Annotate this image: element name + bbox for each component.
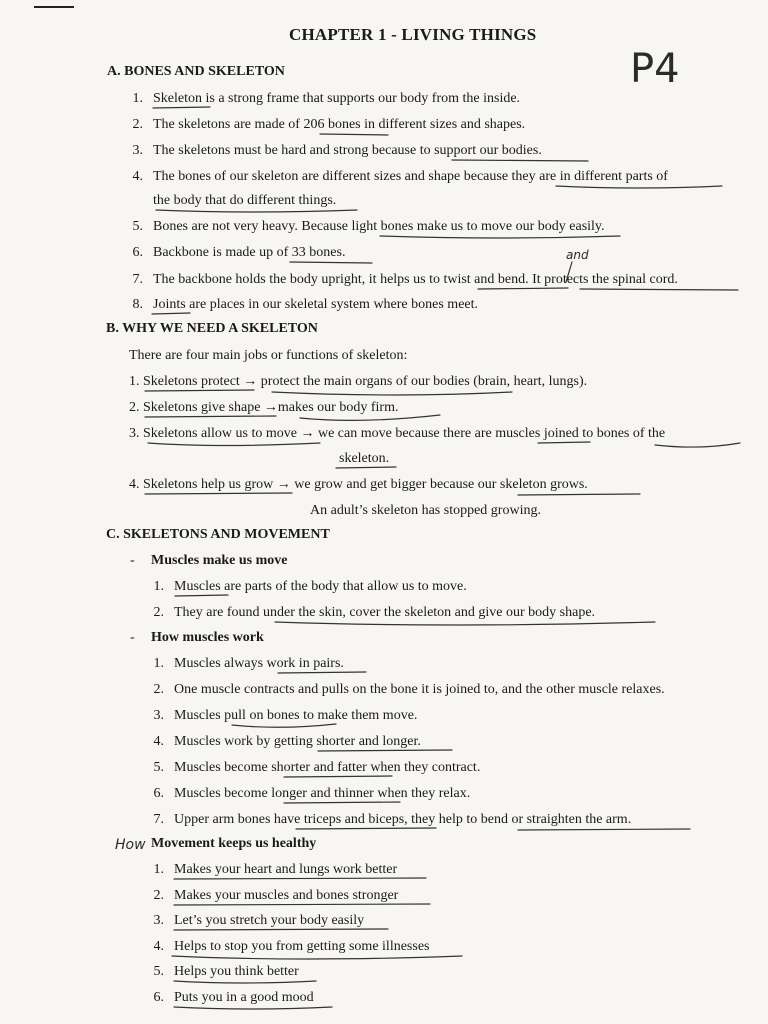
list-item-continuation: the body that do different things. [153,193,337,208]
list-item: 1. Muscles always work in pairs. [153,656,344,671]
underline [275,622,655,625]
section-b-heading: B. WHY WE NEED A SKELETON [106,321,318,336]
underline [284,802,400,803]
underline [156,210,357,212]
list-item: 4. Helps to stop you from getting some illnesses [153,939,430,954]
dash-bullet: - [130,630,135,645]
note-line: An adult’s skeleton has stopped growing. [310,503,541,518]
list-item: 5. Helps you think better [153,964,299,979]
underline [452,160,588,161]
handwritten-and: and [566,248,589,262]
underline [175,595,228,596]
list-item: 3. Let’s you stretch your body easily [153,913,365,928]
list-item: 7. Upper arm bones have triceps and biceps, they help to bend or straighten the arm. [153,812,632,827]
underline [380,236,620,238]
underline [318,750,452,751]
underline [174,981,316,983]
list-item: 3. Muscles pull on bones to make them move. [153,708,418,723]
underline [538,442,590,443]
underline [174,929,388,930]
list-item: 2. One muscle contracts and pulls on the bone it is joined to, and the other muscle relaxes. [153,682,665,697]
underline [172,956,462,959]
list-item: 2. They are found under the skin, cover the skeleton and give our body shape. [153,605,596,620]
underline [580,289,738,290]
list-item: 4. The bones of our skeleton are different sizes and shape because they are in different parts of [132,169,668,184]
underline [152,313,190,314]
underline [655,443,740,447]
underline [518,494,640,495]
subheading-muscles-move: Muscles make us move [151,553,288,568]
list-item: 7. The backbone holds the body upright, it helps us to twist and bend. It protects the spinal cord. [132,272,678,287]
underline [145,416,276,417]
underline [153,107,210,108]
list-item: 5. Bones are not very heavy. Because light bones make us to move our body easily. [132,219,605,234]
list-item: 1. Muscles are parts of the body that allow us to move. [153,579,467,594]
subheading-movement-healthy: Movement keeps us healthy [151,836,317,851]
underline [336,467,396,468]
underline [284,776,392,777]
underline [148,443,320,446]
underline [174,904,430,905]
underline [556,186,722,188]
section-c-heading: C. SKELETONS AND MOVEMENT [106,527,330,542]
list-item: 3. The skeletons must be hard and strong because to support our bodies. [132,143,542,158]
underline [232,724,336,727]
list-item: 6. Muscles become longer and thinner when they relax. [153,786,471,801]
list-item: 8. Joints are places in our skeletal system where bones meet. [132,297,479,312]
section-b-intro: There are four main jobs or functions of skeleton: [129,348,408,363]
dash-bullet: - [130,553,135,568]
list-item: 6. Backbone is made up of 33 bones. [132,245,346,260]
list-item: 2. Skeletons give shape →makes our body firm. [129,400,399,415]
underline [174,878,426,879]
scan-mark [34,6,74,8]
list-item: 1. Skeleton is a strong frame that supports our body from the inside. [132,91,521,106]
list-item: 3. Skeletons allow us to move → we can move because there are muscles joined to bones of the [129,426,666,441]
subheading-how-muscles-work: How muscles work [151,630,264,645]
list-item: 4. Muscles work by getting shorter and longer. [153,734,421,749]
underline [290,262,372,263]
underline [478,288,568,289]
underline [272,392,512,395]
section-a-heading: A. BONES AND SKELETON [107,64,285,79]
page-title: CHAPTER 1 - LIVING THINGS [289,25,537,44]
underline [278,672,366,673]
list-item-continuation: skeleton. [339,451,390,466]
handwritten-how: How [115,837,146,853]
underline [174,1007,332,1009]
page-mark-handwritten: P4 [630,46,680,92]
list-item: 1. Skeletons protect → protect the main organs of our bodies (brain, heart, lungs). [129,374,588,389]
list-item: 2. Makes your muscles and bones stronger [153,888,399,903]
list-item: 4. Skeletons help us grow → we grow and get bigger because our skeleton grows. [129,477,588,492]
underline [320,134,388,135]
list-item: 2. The skeletons are made of 206 bones in different sizes and shapes. [132,117,526,132]
underline [145,390,254,391]
list-item: 1. Makes your heart and lungs work better [153,862,398,877]
underline [145,493,292,494]
underline [518,829,690,830]
underline [296,828,436,829]
list-item: 5. Muscles become shorter and fatter when they contract. [153,760,481,775]
list-item: 6. Puts you in a good mood [153,990,314,1005]
